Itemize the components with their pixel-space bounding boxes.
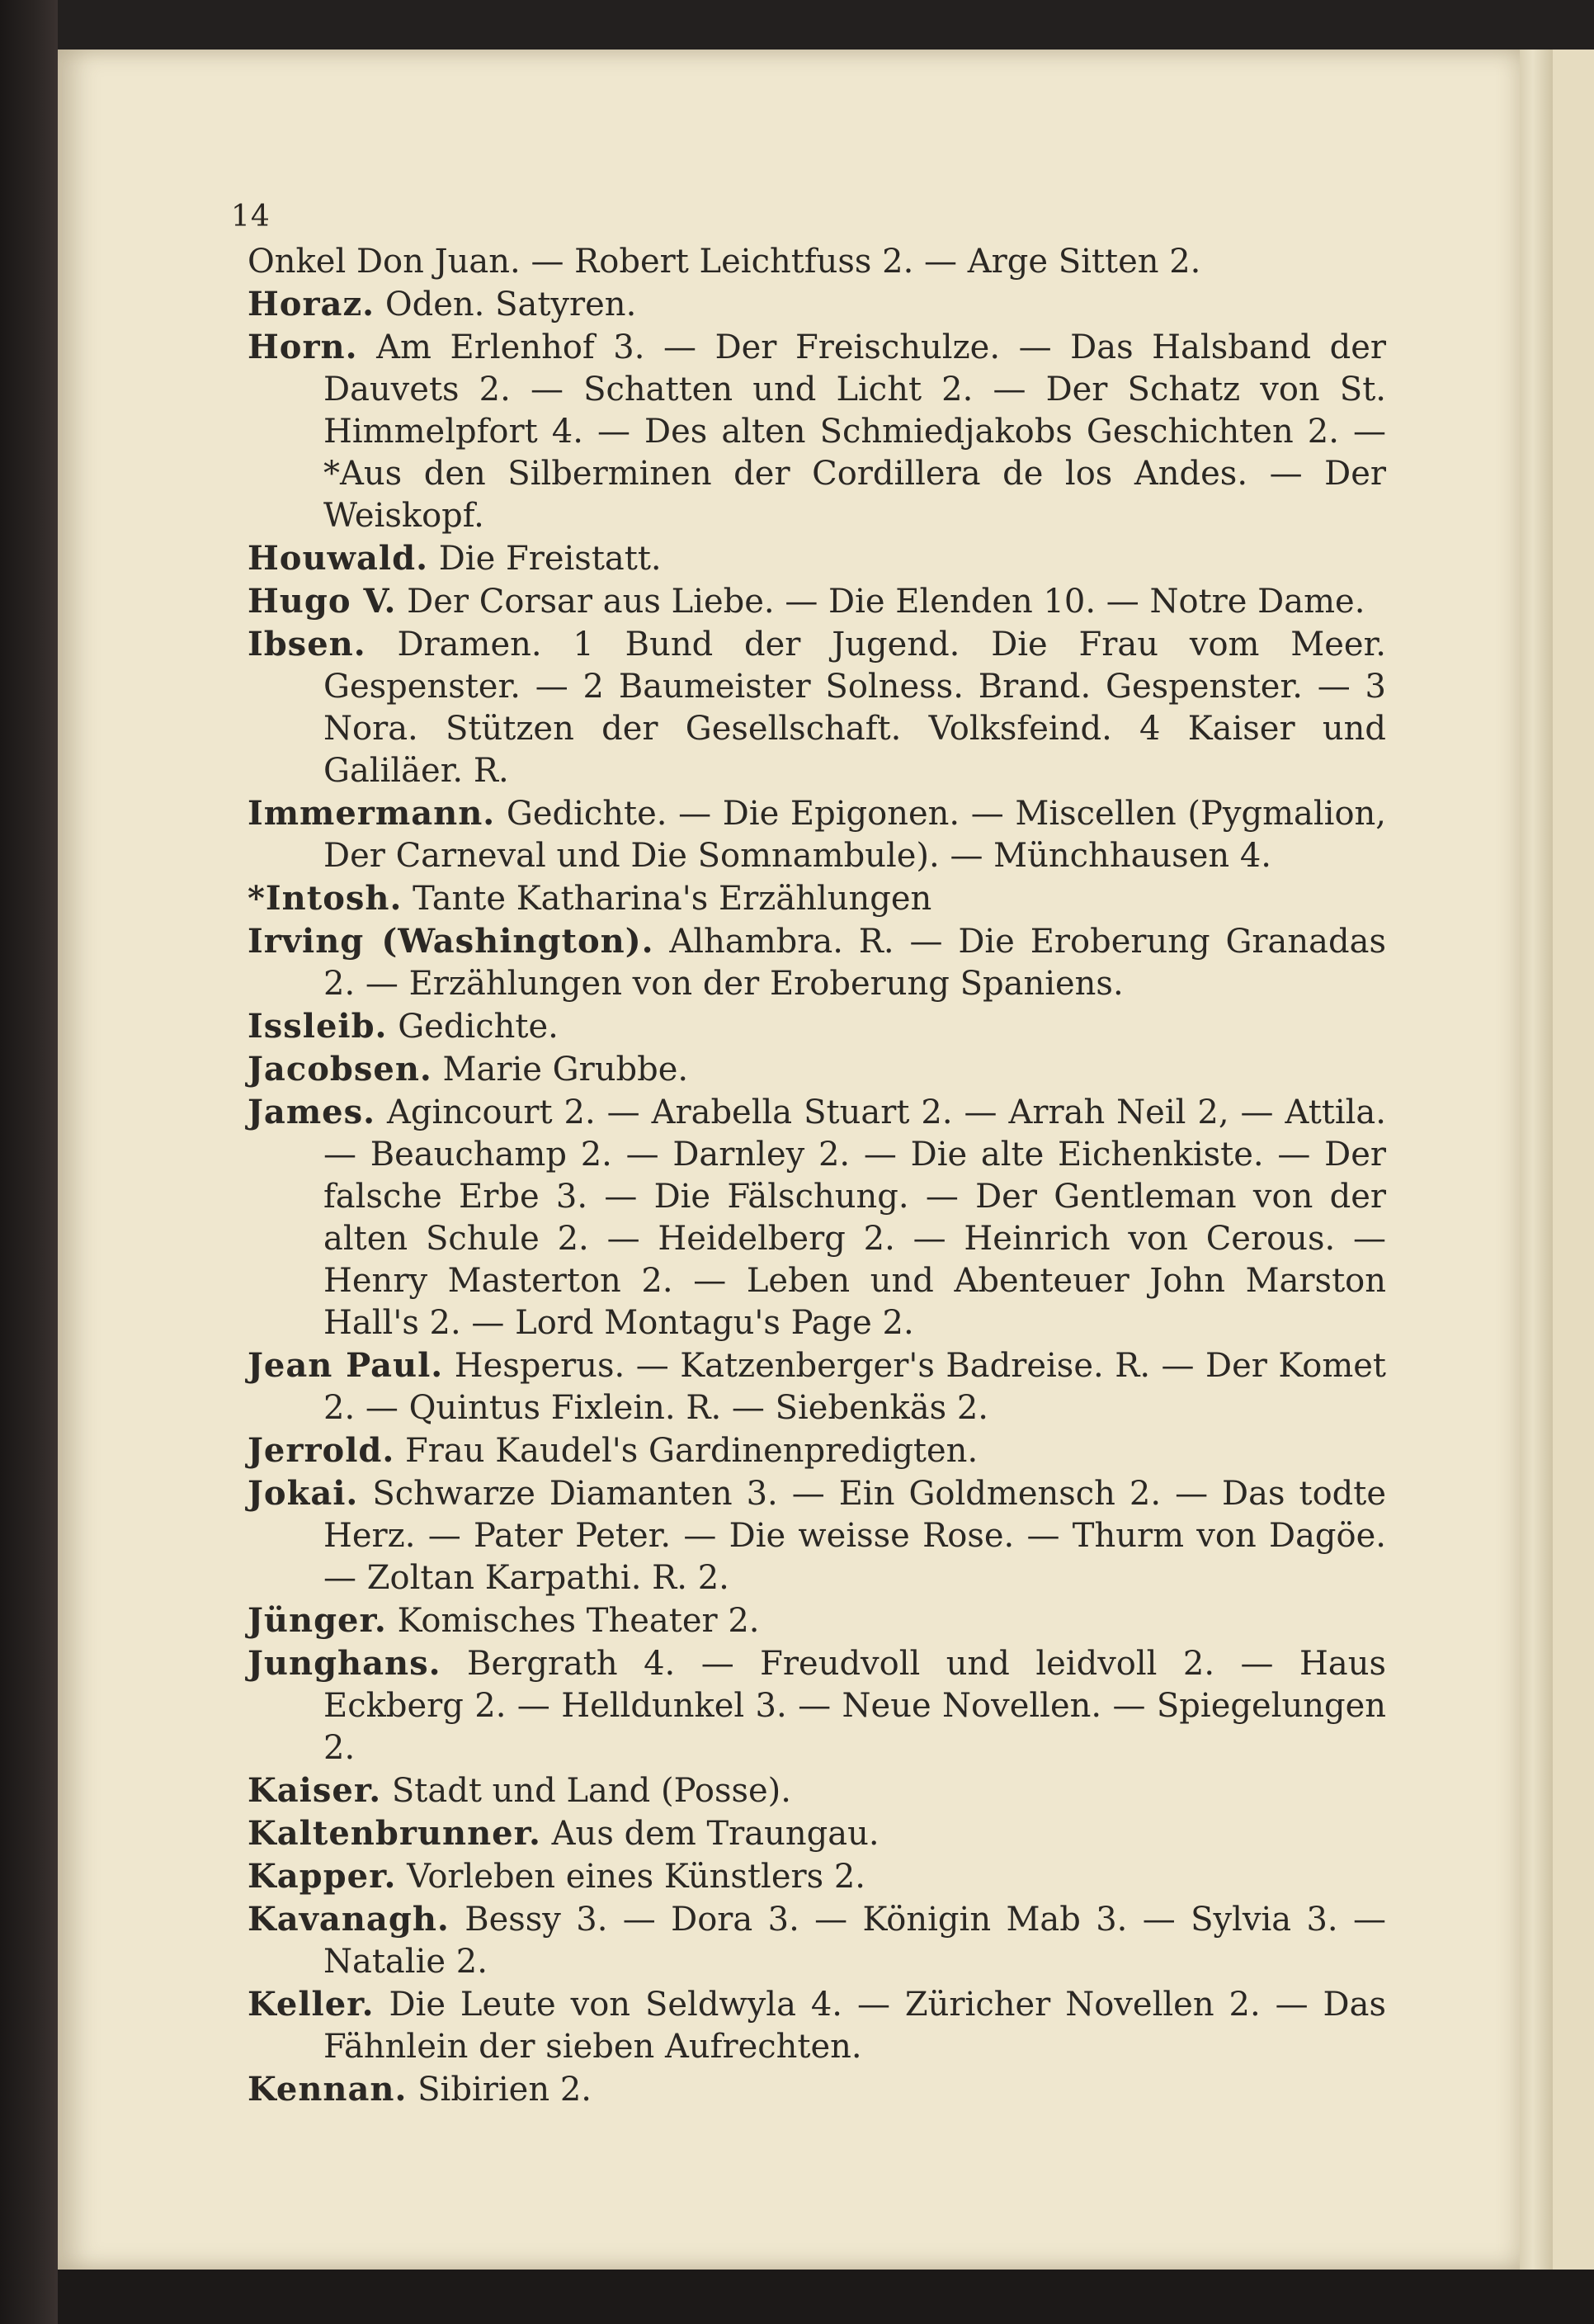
entry-author: Horaz. xyxy=(248,285,375,324)
entry-author: Jacobsen. xyxy=(248,1050,432,1089)
catalog-entry xyxy=(248,326,1386,537)
entry-author: Kavanagh. xyxy=(248,1900,450,1939)
entry-author: Kapper. xyxy=(248,1857,397,1896)
entry-author: Houwald. xyxy=(248,539,428,578)
entry-text: Marie Grubbe. xyxy=(442,1051,689,1089)
entry-text: Alhambra. R. — Die Eroberung Granadas 2. — Erzählungen von der Eroberung Spaniens. xyxy=(323,923,1386,1003)
entry-text: Gedichte. — Die Epigonen. — Miscellen (Pygmalion, Der Carneval und Die Somnambule). — Münchhausen 4. xyxy=(323,795,1387,875)
catalog-entry xyxy=(248,1898,1386,1983)
entry-text: Der Corsar aus Liebe. — Die Elenden 10. — Notre Dame. xyxy=(407,583,1365,621)
catalog-entry xyxy=(248,1855,1386,1898)
entry-author: Kennan. xyxy=(248,2070,408,2109)
entry-text: Tante Katharina's Erzählungen xyxy=(413,880,932,918)
catalog-entry xyxy=(248,241,1386,283)
entry-author: Keller. xyxy=(248,1985,375,2024)
entry-author: *Intosh. xyxy=(248,879,403,918)
entry-author: Immermann. xyxy=(248,794,496,833)
entry-text: Die Freistatt. xyxy=(438,540,662,578)
book-cover-edge xyxy=(58,2270,1594,2324)
catalog-entry xyxy=(248,2068,1386,2111)
entry-text: Stadt und Land (Posse). xyxy=(391,1772,791,1810)
entry-text: Agincourt 2. — Arabella Stuart 2. — Arrah Neil 2, — Attila. — Beauchamp 2. — Darnley 2. — Die alte Eichenkiste. — Der falsche Erbe 3. — Die Fälschung. — Der Gentleman von der alten Schule 2. — Heidelberg 2. — Heinrich von Cerous. — Henry Masterton 2. — Leben und Abenteuer John Marston Hall's 2. — Lord Montagu's Page 2. xyxy=(323,1094,1386,1342)
page-gutter xyxy=(1520,50,1553,2270)
entry-text: Oden. Satyren. xyxy=(384,286,637,324)
entry-text: Am Erlenhof 3. — Der Freischulze. — Das Halsband der Dauvets 2. — Schatten und Licht 2. — Der Schatz von St. Himmelpfort 4. — Des alten Schmiedjakobs Geschichten 2. — *Aus den Silberminen der Cordillera de los Andes. — Der Weiskopf. xyxy=(323,328,1387,535)
catalog-entry xyxy=(248,623,1386,792)
entry-text: Sibirien 2. xyxy=(417,2071,592,2109)
catalog-entry xyxy=(248,1429,1386,1472)
entry-text: Die Leute von Seldwyla 4. — Züricher Novellen 2. — Das Fähnlein der sieben Aufrechten. xyxy=(323,1986,1386,2066)
entry-author: Issleib. xyxy=(248,1007,388,1046)
entry-author: Ibsen. xyxy=(248,625,366,664)
entry-author: Jerrold. xyxy=(248,1431,395,1470)
entry-text: Komisches Theater 2. xyxy=(397,1602,760,1640)
book-spine xyxy=(0,0,58,2324)
catalog-entry xyxy=(248,1048,1386,1091)
catalog-entries xyxy=(248,241,1386,2111)
entry-author: Kaiser. xyxy=(248,1771,382,1810)
entry-author: Hugo V. xyxy=(248,582,397,621)
catalog-entry xyxy=(248,1005,1386,1048)
entry-author: Jünger. xyxy=(248,1601,387,1640)
catalog-entry xyxy=(248,877,1386,920)
entry-author: Jokai. xyxy=(248,1474,359,1513)
entry-author: Kaltenbrunner. xyxy=(248,1814,541,1853)
page-number: 14 xyxy=(231,200,271,234)
entry-text: Hesperus. — Katzenberger's Badreise. R. — Der Komet 2. — Quintus Fixlein. R. — Siebenkäs 2. xyxy=(323,1347,1386,1427)
catalog-entry xyxy=(248,1812,1386,1855)
entry-text: Bergrath 4. — Freudvoll und leidvoll 2. — Haus Eckberg 2. — Helldunkel 3. — Neue Novellen. — Spiegelungen 2. xyxy=(323,1645,1386,1767)
entry-author: Junghans. xyxy=(248,1644,441,1683)
catalog-entry xyxy=(248,1344,1386,1429)
entry-text: Frau Kaudel's Gardinenpredigten. xyxy=(405,1432,979,1470)
catalog-entry xyxy=(248,580,1386,623)
entry-text: Onkel Don Juan. — Robert Leichtfuss 2. — Arge Sitten 2. xyxy=(248,243,1201,281)
entry-author: Horn. xyxy=(248,328,358,366)
catalog-entry xyxy=(248,283,1386,326)
catalog-entry xyxy=(248,537,1386,580)
entry-text: Aus dem Traungau. xyxy=(551,1815,880,1853)
next-page-edge xyxy=(1553,50,1594,2270)
entry-author: James. xyxy=(248,1093,376,1131)
catalog-entry xyxy=(248,1472,1386,1599)
entry-author: Irving (Washington). xyxy=(248,922,654,961)
catalog-entry xyxy=(248,792,1386,877)
entry-text: Gedichte. xyxy=(398,1008,559,1046)
catalog-entry xyxy=(248,1769,1386,1812)
catalog-entry xyxy=(248,1599,1386,1642)
entry-text: Vorleben eines Künstlers 2. xyxy=(407,1858,866,1896)
entry-text: Dramen. 1 Bund der Jugend. Die Frau vom Meer. Gespenster. — 2 Baumeister Solness. Brand. Gespenster. — 3 Nora. Stützen der Gesellschaft. Volksfeind. 4 Kaiser und Galiläer. R. xyxy=(323,626,1387,790)
catalog-entry xyxy=(248,920,1386,1005)
entry-text: Bessy 3. — Dora 3. — Königin Mab 3. — Sylvia 3. — Natalie 2. xyxy=(323,1901,1386,1981)
catalog-entry xyxy=(248,1091,1386,1344)
catalog-entry xyxy=(248,1983,1386,2068)
catalog-entry xyxy=(248,1642,1386,1769)
entry-author: Jean Paul. xyxy=(248,1346,444,1385)
entry-text: Schwarze Diamanten 3. — Ein Goldmensch 2. — Das todte Herz. — Pater Peter. — Die weisse Rose. — Thurm von Dagöe. — Zoltan Karpathi. R. 2. xyxy=(323,1475,1386,1597)
